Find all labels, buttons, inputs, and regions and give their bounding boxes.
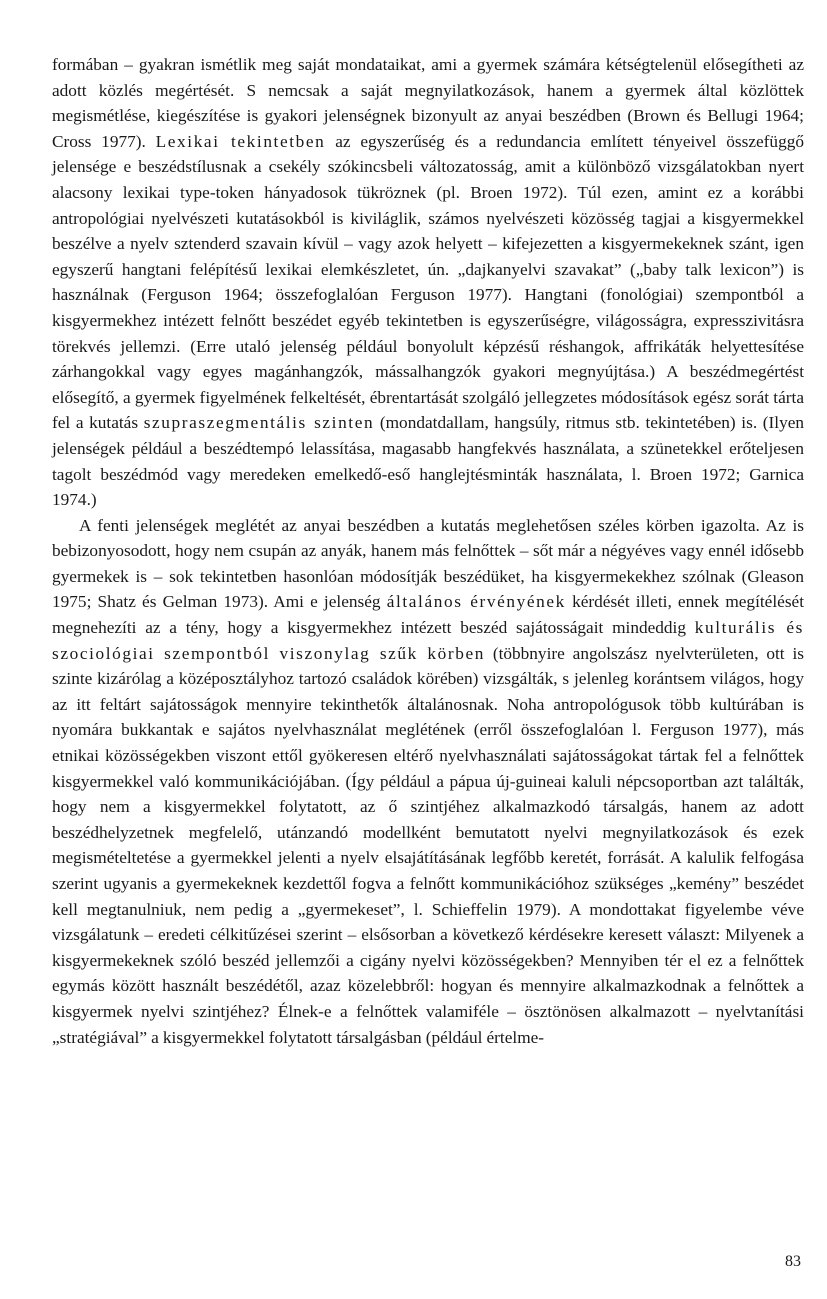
paragraph-2-spaced-term-b: kulturális és szociológiai szempontból viszonylag szűk körben [52,618,804,663]
paragraph-2-spaced-term-a: általános érvényének [386,592,566,612]
page-number: 83 [785,1253,801,1270]
paragraph-1 [52,52,804,513]
paragraph-2 [52,513,804,1050]
paragraph-1-spaced-term-a: Lexikai tekintetben [155,131,326,151]
paragraph-2-text-a: A fenti jelenségek meglétét az anyai beszédben a kutatás meglehetősen széles körben igazolta. Az is bebizonyosodott, hogy nem csupán az anyák, hanem más felnőttek – sőt már a négyéves vagy ennél idősebb gyermekek is – sok tekintetben hasonlóan módosítják beszédüket, ha kisgyermekekhez szólnak (Gleason 1975; Shatz és Gelman 1973). Ami e jelenség [52,515,804,612]
paragraph-2-text-b: kérdését illeti, ennek megítélését megnehezíti az a tény, hogy a kisgyermekhez intézett beszéd sajátosságait mindeddig [52,592,805,638]
paragraph-1-text-a: formában – gyakran ismétlik meg saját mondataikat, ami a gyermek számára kétségtelenül elősegítheti az adott közlés megértését. S nemcsak a saját megnyilatkozások, hanem a gyermek által közlöttek megismétlése, kiegészítése is gyakori jelenségnek bizonyult az anyai beszédben (Brown és Bellugi 1964; Cross 1977). [52,55,804,151]
paragraph-2-text-c: (többnyire angolszász nyelvterületen, ott is szinte kizárólag a középosztályhoz tartozó családok körében) vizsgálták, s jelenleg korántsem világos, hogy az itt feltárt sajátosságok mennyire tekinthetők általánosnak. Noha antropológusok több kultúrában is nyomára bukkantak e sajátos nyelvhasználat meglétének (erről összefoglalóan l. Ferguson 1977), más etnikai közösségekben viszont ettől gyökeresen eltérő nyelvhasználati sajátosságokat tártak fel a felnőttek kisgyermekkel való kommunikációjában. (Így például a pápua új-guineai kaluli népcsoportban azt találták, hogy nem a kisgyermekkel folytatott, az ő szintjéhez alkalmazkodó társalgás, hanem az adott beszédhelyzetnek megfelelő, utánzandó modellként bemutatott nyelvi megnyilatkozások és ezek megismételtetése a gyermekkel jelenti a nyelv elsajátításának legfőbb keretét, forrását. A kalulik felfogása szerint ugyanis a gyermekeknek kezdettől fogva a felnőtt kommunikációhoz szükséges „kemény” beszédet kell megtanulniuk, nem pedig a „gyermekeset”, l. Schieffelin 1979). A mondottakat figyelembe véve vizsgálatunk – eredeti célkitűzései szerint – elsősorban a következő kérdésekre keresett választ: Milyenek a kisgyermekeknek szóló beszéd jellemzői a cigány nyelvi közösségekben? Mennyiben tér el ez a felnőttek egymás között használt beszédétől, azaz közelebbről: hogyan és mennyire alkalmazkodnak a felnőttek a kisgyermek nyelvi szintjéhez? Élnek-e a felnőttek valamiféle – ösztönösen alkalmazott – nyelvtanítási „stratégiával” a kisgyermekkel folytatott társalgásban (például értelme- [52,643,804,1047]
paragraph-1-spaced-term-b: szupraszegmentális szinten [143,413,375,433]
page-body [52,52,804,1252]
paragraph-1-text-b: az egyszerűség és a redundancia említett tényeivel összefüggő jelensége e beszédstílusnak a csekély szókincsbeli változatosság, amit a különböző vizsgálatokban nyert alacsony lexikai type-token hányadosok tükröznek (pl. Broen 1972). Túl ezen, amint ez a korábbi antropológiai nyelvészeti kutatásokból is kiviláglik, számos nyelvészeti közösség tagjai a kisgyermekkel beszélve a nyelv sztenderd szavain kívül – vagy azok helyett – kifejezetten a kisgyermekeknek szánt, igen egyszerű hangtani felépítésű lexikai elemkészletet, ún. „dajkanyelvi szavakat” („baby talk lexicon”) is használnak (Ferguson 1964; összefoglalóan Ferguson 1977). Hangtani (fonológiai) szempontból a kisgyermekhez intézett felnőtt beszédet egyéb tekintetben is egyszerűségre, világosságra, expresszivitásra törekvés jellemzi. (Erre utaló jelenség például bonyolult képzésű réshangok, affrikáták helyettesítése zárhangokkal vagy egyes magánhangzók, mássalhangzók gyakori megnyújtása.) A beszédmegértést elősegítő, a gyermek figyelmének felkeltését, ébrentartását szolgáló jellegzetes módosítások egész sorát tárta fel a kutatás [52,131,804,433]
paragraph-1-text-c: (mondatdallam, hangsúly, ritmus stb. tekintetében) is. (Ilyen jelenségek például a beszédtempó lelassítása, magasabb hangfekvés használata, a szünetekkel erőteljesen tagolt beszédmód vagy meredeken emelkedő-eső hanglejtésminták használata, l. Broen 1972; Garnica 1974.) [52,413,805,510]
